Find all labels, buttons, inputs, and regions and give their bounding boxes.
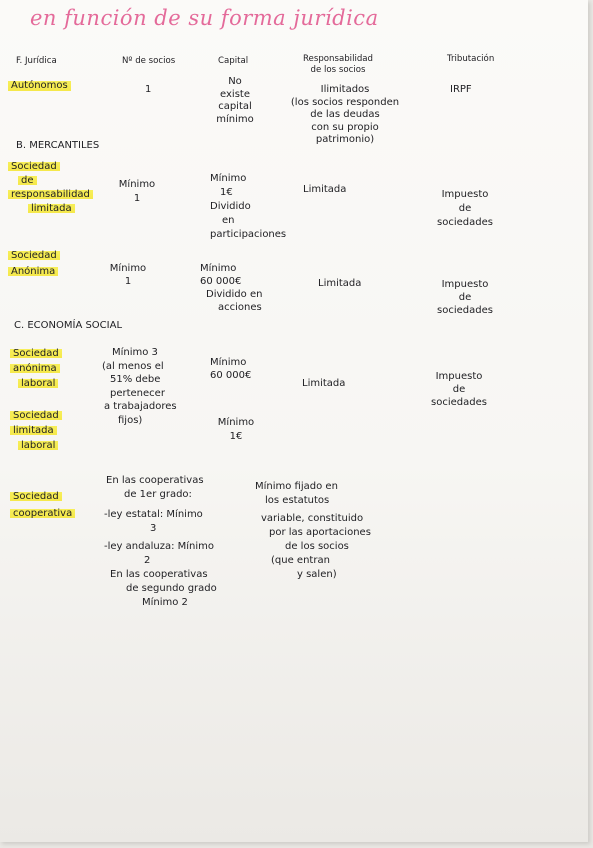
header-num-socios: Nº de socios [122, 56, 176, 66]
autonomos-label: Autónomos [8, 80, 71, 92]
header-forma-juridica: F. Jurídica [16, 56, 57, 66]
autonomos-capital: No existe capital mínimo [216, 76, 254, 125]
section-mercantiles: B. MERCANTILES [16, 140, 100, 151]
srl-responsabilidad: Limitada [303, 184, 347, 195]
sll-capital: Mínimo 1€ [217, 417, 255, 442]
header-responsabilidad-2: de los socios [310, 65, 366, 75]
sal-tributacion: Impuesto de sociedades [431, 371, 487, 408]
sa-capital: Mínimo 60 000€ Dividido en acciones [200, 263, 263, 313]
srl-capital: Mínimo 1€ Dividido en participaciones [210, 173, 287, 240]
header-responsabilidad-1: Responsabilidad [302, 54, 374, 64]
sal-capital: Mínimo 60 000€ [210, 357, 252, 381]
sa-label: Sociedad Anónima [8, 248, 60, 280]
sal-responsabilidad: Limitada [302, 378, 346, 389]
sa-socios: Mínimo 1 [109, 263, 147, 287]
page-title: en función de su forma jurídica [30, 6, 379, 30]
srl-label: Sociedad de responsabilidad limitada [8, 160, 93, 216]
sal-label: Sociedad anónima laboral [10, 346, 62, 391]
srl-socios: Mínimo 1 [118, 179, 156, 204]
autonomos-responsabilidad: Ilimitados (los socios responden de las deudas con su propio patrimonio) [290, 84, 400, 145]
sa-tributacion: Impuesto de sociedades [437, 279, 493, 316]
section-economia-social: C. ECONOMÍA SOCIAL [14, 320, 123, 331]
cooperativa-socios: En las cooperativas de 1er grado: -ley estatal: Mínimo 3 -ley andaluza: Mínimo 2 En las cooperativas de segundo grado Mínimo 2 [104, 475, 217, 608]
sll-label: Sociedad limitada laboral [10, 408, 62, 453]
cooperativa-capital: Mínimo fijado en los estatutos variable, constituido por las aportaciones de los socios (que entran y salen) [255, 481, 371, 580]
autonomos-tributacion: IRPF [450, 84, 472, 95]
header-capital: Capital [218, 56, 249, 66]
sa-responsabilidad: Limitada [318, 278, 362, 289]
cooperativa-label: Sociedad cooperativa [10, 488, 75, 522]
srl-tributacion: Impuesto de sociedades [437, 189, 493, 228]
sal-socios: Mínimo 3 (al menos el 51% debe pertenecer a trabajadores fijos) [102, 347, 177, 426]
header-tributacion: Tributación [447, 54, 495, 64]
autonomos-socios: 1 [145, 84, 152, 95]
